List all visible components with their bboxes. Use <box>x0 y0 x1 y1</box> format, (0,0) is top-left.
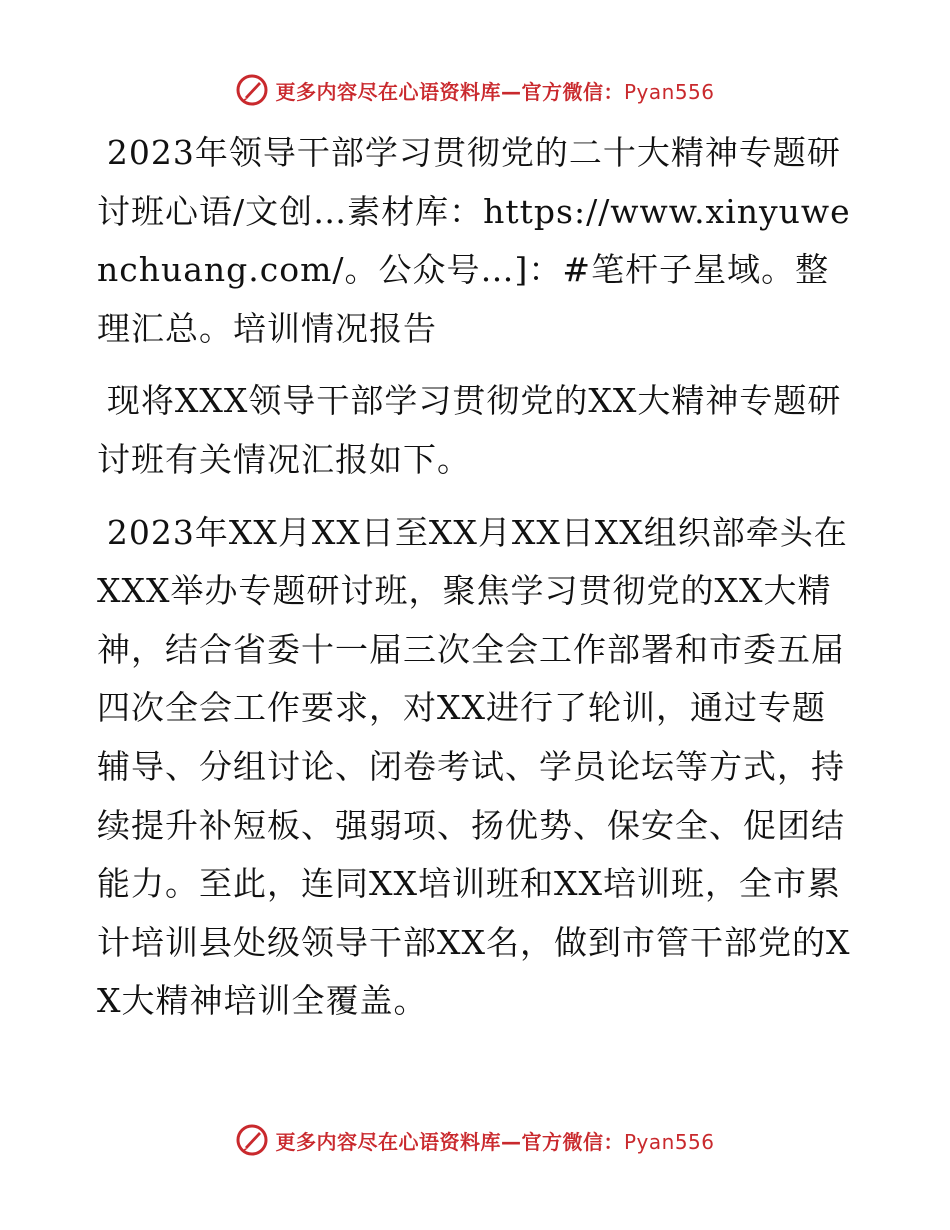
brush-logo-icon <box>235 1123 269 1157</box>
paragraph-details: 2023年XX月XX日至XX月XX日XX组织部牵头在XXX举办专题研讨班，聚焦学习贯彻党的XX大精神，结合省委十一届三次全会工作部署和市委五届四次全会工作要求，对XX进行了轮训，通过专题辅导、分组讨论、闭卷考试、学员论坛等方式，持续提升补短板、强弱项、扬优势、保安全、促团结能力。至此，连同XX培训班和XX培训班，全市累计培训县处级领导干部XX名，做到市管干部党的XX大精神培训全覆盖。 <box>97 512 851 1021</box>
paragraph-title: 2023年领导干部学习贯彻党的二十大精神专题研讨班心语/文创…素材库：https://www.xinyuwenchuang.com/。公众号…]：#笔杆子星域。整理汇总。培训情况报告 <box>97 133 851 348</box>
brush-logo-icon <box>235 73 269 107</box>
watermark-text: 更多内容尽在心语资料库—官方微信：Pyan556 <box>275 79 715 104</box>
paragraph-intro: 现将XXX领导干部学习贯彻党的XX大精神专题研讨班有关情况汇报如下。 <box>97 381 842 479</box>
document-body <box>97 124 857 1045</box>
watermark-text: 更多内容尽在心语资料库—官方微信：Pyan556 <box>275 1129 715 1154</box>
watermark-footer <box>0 1120 950 1160</box>
watermark-wechat-id: Pyan556 <box>623 79 715 104</box>
watermark-wechat-id: Pyan556 <box>623 1129 715 1154</box>
watermark-header <box>0 70 950 110</box>
